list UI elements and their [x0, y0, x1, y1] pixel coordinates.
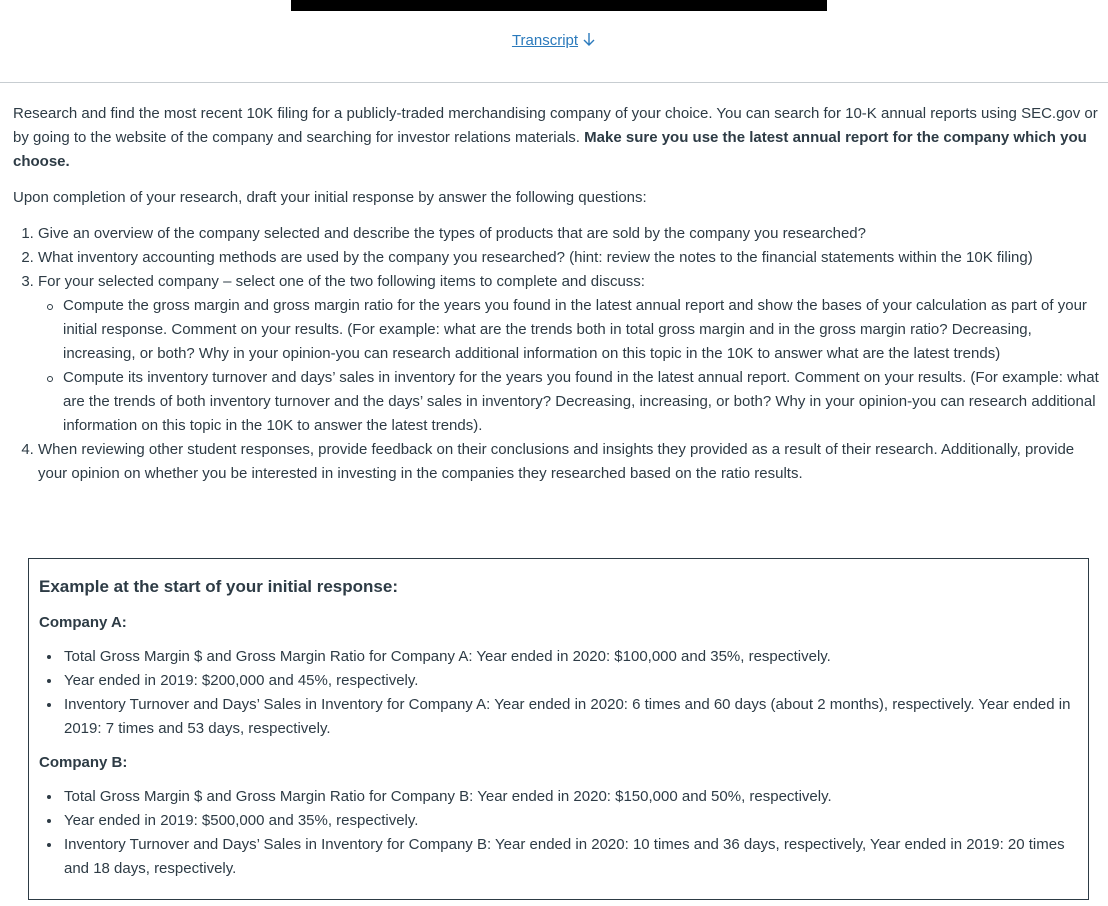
list-item: Total Gross Margin $ and Gross Margin Ratio for Company A: Year ended in 2020: $100,000 and 35%, respectively. [64, 645, 1078, 669]
video-player-bar[interactable] [291, 0, 827, 11]
example-heading: Example at the start of your initial response: [39, 577, 398, 596]
question-item: 1. Give an overview of the company selected and describe the types of products that are sold by the company you researched? [38, 222, 1105, 246]
divider [0, 82, 1108, 83]
company-name: Company A: [39, 614, 127, 631]
intro-bold-text: Make sure you use the latest annual report for the company which you choose. [13, 129, 1087, 170]
company-list [39, 645, 1078, 741]
question-item [38, 270, 1105, 438]
transcript-link[interactable] [512, 32, 578, 49]
download-arrow-icon[interactable] [582, 32, 596, 48]
example-box [28, 558, 1089, 900]
intro-paragraph [13, 102, 1105, 174]
questions-list [13, 222, 1105, 486]
intro-text: Research and find the most recent 10K filing for a publicly-traded merchandising company of your choice. You can search for 10-K annual reports using SEC.gov or by going to the website of the company and searching for investor relations materials. [13, 105, 1098, 146]
list-item: Year ended in 2019: $500,000 and 35%, respectively. [64, 809, 1078, 833]
prompt-paragraph: Upon completion of your research, draft your initial response by answer the following questions: [13, 189, 647, 206]
company-name: Company B: [39, 754, 128, 771]
list-item: Total Gross Margin $ and Gross Margin Ratio for Company B: Year ended in 2020: $150,000 and 50%, respectively. [64, 785, 1078, 809]
list-item: Year ended in 2019: $200,000 and 45%, respectively. [64, 669, 1078, 693]
assignment-content [13, 102, 1105, 486]
options-list [38, 294, 1105, 438]
question-item: 2. What inventory accounting methods are used by the company you researched? (hint: review the notes to the financial statements within the 10K filing) [38, 246, 1105, 270]
list-item: Inventory Turnover and Days’ Sales in Inventory for Company A: Year ended in 2020: 6 times and 60 days (about 2 months), respectively. Year ended in 2019: 7 times and 53 days, respectively. [64, 693, 1078, 741]
transcript-container [0, 32, 1108, 49]
list-item: Inventory Turnover and Days’ Sales in Inventory for Company B: Year ended in 2020: 10 times and 36 days, respectively, Year ended in 2019: 20 times and 18 days, respectively. [64, 833, 1078, 881]
question-text: For your selected company – select one of the two following items to complete and discuss: [38, 273, 645, 290]
option-item: Compute its inventory turnover and days’ sales in inventory for the years you found in the latest annual report. Comment on your results. (For example: what are the trends of both inventory turnover and the days’ sales in inventory? Decreasing, increasing, or both? Why in your opinion-you can research additional information on this topic in the 10K to answer the latest trends). [63, 366, 1105, 438]
transcript-link-label: Transcript [511, 32, 579, 49]
option-item: Compute the gross margin and gross margin ratio for the years you found in the latest annual report and show the bases of your calculation as part of your initial response. Comment on your results. (For example: what are the trends both in total gross margin and in the gross margin ratio? Decreasing, increasing, or both? Why in your opinion-you can research additional information on this topic in the 10K to answer what are the latest trends) [63, 294, 1105, 366]
company-list [39, 785, 1078, 881]
question-item: 4. When reviewing other student responses, provide feedback on their conclusions and insights they provided as a result of their research. Additionally, provide your opinion on whether you be interested in investing in the companies they researched based on the ratio results. [38, 438, 1105, 486]
